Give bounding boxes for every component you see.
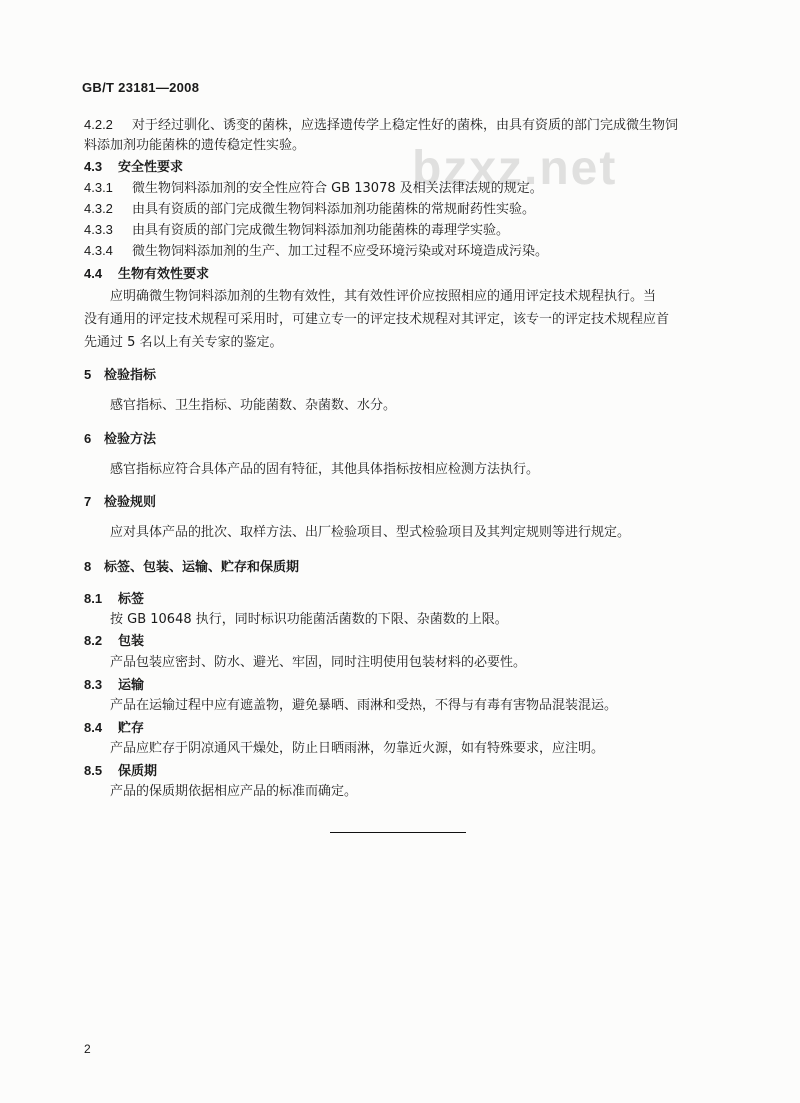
clause-number: 4.3.3 [84,222,113,237]
section-number: 5 [84,367,92,382]
section-6-text: 感官指标应符合具体产品的固有特征，其他具体指标按相应检测方法执行。 [110,462,540,477]
watermark: bzxz.net [412,142,618,195]
clause-number: 8.2 [84,633,103,648]
section-number: 8 [84,559,92,574]
section-6-heading [84,431,156,448]
clause-4-3-3 [84,222,509,239]
section-title: 检验方法 [104,432,157,447]
section-number: 6 [84,431,92,446]
clause-title: 运输 [118,678,145,693]
clause-8-3-text: 产品在运输过程中应有遮盖物，避免暴晒、雨淋和受热，不得与有毒有害物品混装混运。 [110,698,618,713]
clause-8-1-heading [84,591,144,608]
clause-4-4-para-line-3: 先通过 5 名以上有关专家的鉴定。 [84,335,283,350]
clause-8-2-heading [84,633,144,650]
clause-text: 由具有资质的部门完成微生物饲料添加剂功能菌株的毒理学实验。 [132,223,510,238]
end-rule [330,832,466,833]
section-title: 标签、包装、运输、贮存和保质期 [104,560,300,575]
clause-title: 保质期 [118,764,158,779]
clause-8-2-text: 产品包装应密封、防水、避光、牢固，同时注明使用包装材料的必要性。 [110,655,527,670]
clause-number: 8.4 [84,720,103,735]
section-7-text: 应对具体产品的批次、取样方法、出厂检验项目、型式检验项目及其判定规则等进行规定。 [110,525,631,540]
clause-text: 对于经过驯化、诱变的菌株，应选择遗传学上稳定性好的菌株，由具有资质的部门完成微生物饲 [132,118,679,133]
clause-8-1-text: 按 GB 10648 执行，同时标识功能菌活菌数的下限、杂菌数的上限。 [110,612,508,627]
section-8-heading [84,559,299,576]
standard-number: GB/T 23181—2008 [82,80,200,95]
clause-8-4-heading [84,720,144,737]
clause-title: 标签 [118,592,145,607]
clause-4-2-2-line-1 [84,117,678,134]
section-5-text: 感官指标、卫生指标、功能菌数、杂菌数、水分。 [110,398,397,413]
clause-text: 微生物饲料添加剂的安全性应符合 GB 13078 及相关法律法规的规定。 [132,181,543,196]
clause-number: 4.4 [84,266,103,281]
clause-number: 4.2.2 [84,117,113,132]
clause-4-4-heading [84,266,209,283]
section-title: 检验指标 [104,368,157,383]
section-5-heading [84,367,156,384]
clause-title: 生物有效性要求 [118,267,210,282]
clause-number: 4.3.1 [84,180,113,195]
clause-4-3-4 [84,243,548,260]
page-number: 2 [84,1042,91,1056]
clause-title: 包装 [118,634,145,649]
clause-8-3-heading [84,677,144,694]
clause-4-4-para-line-2: 没有通用的评定技术规程可采用时，可建立专一的评定技术规程对其评定，该专一的评定技术规程应首 [84,312,670,327]
clause-4-3-1 [84,180,543,197]
clause-number: 4.3 [84,159,103,174]
section-7-heading [84,494,156,511]
section-title: 检验规则 [104,495,157,510]
clause-title: 安全性要求 [118,160,184,175]
clause-number: 8.3 [84,677,103,692]
clause-8-5-heading [84,763,157,780]
clause-text: 微生物饲料添加剂的生产、加工过程不应受环境污染或对环境造成污染。 [132,244,549,259]
clause-4-2-2-line-2: 料添加剂功能菌株的遗传稳定性实验。 [84,138,306,153]
clause-text: 由具有资质的部门完成微生物饲料添加剂功能菌株的常规耐药性实验。 [132,202,536,217]
clause-number: 4.3.2 [84,201,113,216]
section-number: 7 [84,494,92,509]
clause-number: 4.3.4 [84,243,113,258]
clause-title: 贮存 [118,721,145,736]
clause-4-4-para-line-1: 应明确微生物饲料添加剂的生物有效性，其有效性评价应按照相应的通用评定技术规程执行。当 [110,289,657,304]
clause-number: 8.1 [84,591,103,606]
clause-8-4-text: 产品应贮存于阴凉通风干燥处，防止日晒雨淋，勿靠近火源，如有特殊要求，应注明。 [110,741,605,756]
clause-4-3-heading [84,159,183,176]
clause-8-5-text: 产品的保质期依据相应产品的标准而确定。 [110,784,358,799]
clause-number: 8.5 [84,763,103,778]
clause-4-3-2 [84,201,535,218]
